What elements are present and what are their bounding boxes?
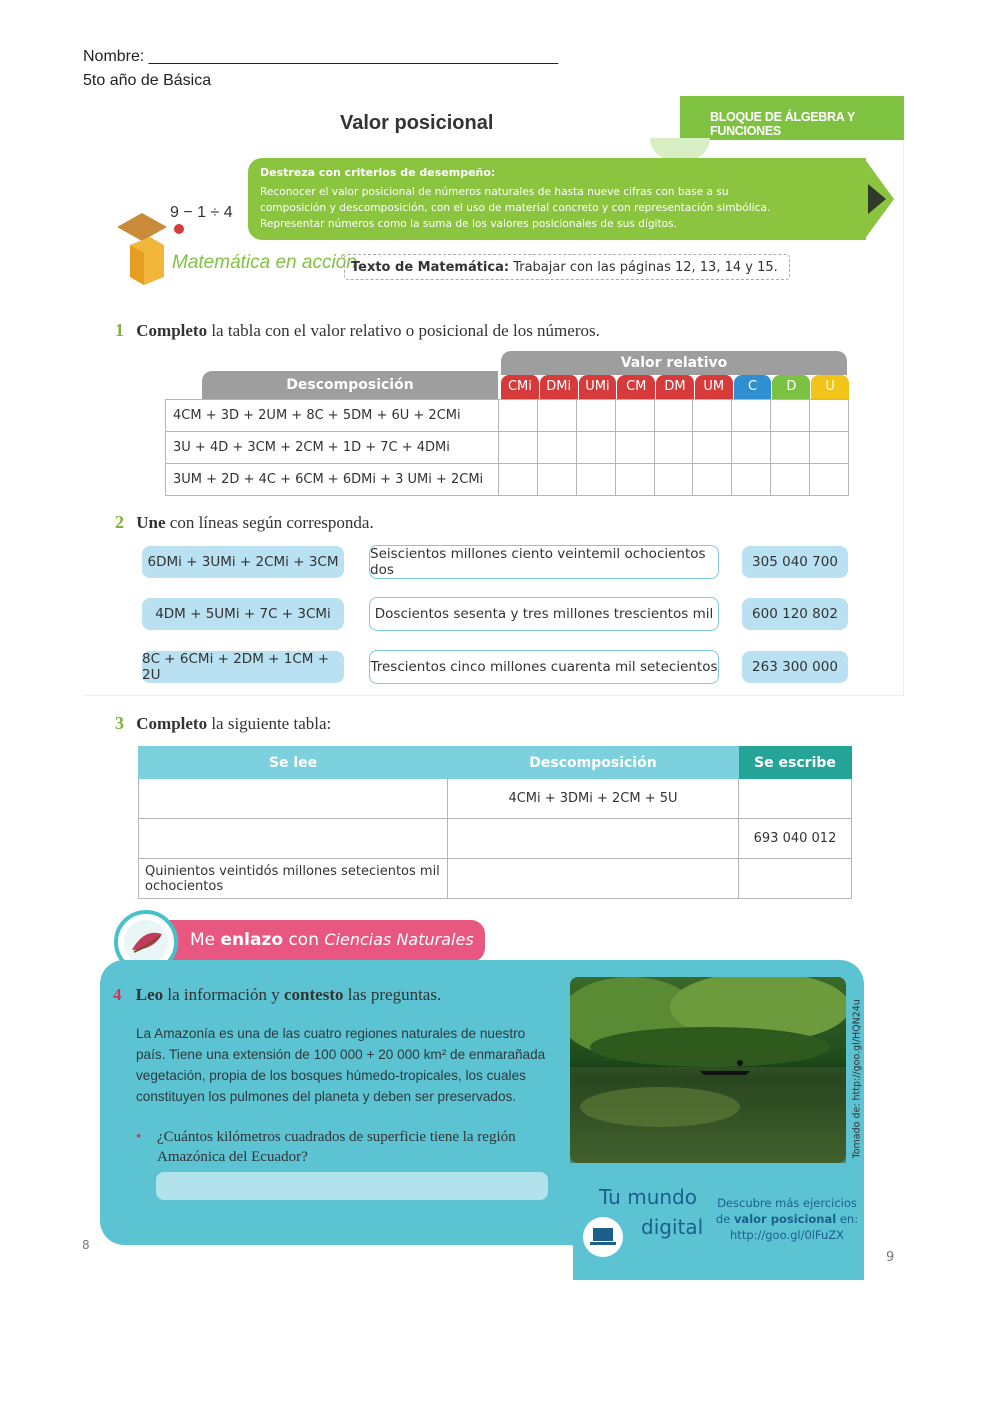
red-dot-icon bbox=[174, 224, 184, 234]
cell[interactable] bbox=[615, 464, 654, 496]
skill-box bbox=[248, 158, 866, 240]
banner-pre: Me bbox=[190, 930, 221, 950]
skill-line-2: composición y descomposición, con el uso de material concreto y con representación simbólica. bbox=[260, 202, 771, 214]
cell[interactable] bbox=[537, 432, 576, 464]
deco-digits: 9 − 1 ÷ 4 bbox=[170, 204, 233, 221]
ex3-cell[interactable] bbox=[739, 859, 852, 899]
cell[interactable] bbox=[615, 432, 654, 464]
ex2-right-2[interactable]: 600 120 802 bbox=[742, 598, 848, 630]
skill-arrow bbox=[864, 158, 894, 240]
col-um: UM bbox=[695, 375, 734, 399]
ex2-middle-3[interactable]: Trescientos cinco millones cuarenta mil setecientos bbox=[369, 650, 719, 684]
table-row bbox=[166, 464, 849, 496]
math-action-text: Trabajar con las páginas 12, 13, 14 y 15. bbox=[509, 259, 778, 275]
ex4-number: 4 bbox=[113, 985, 122, 1004]
col-cm: CM bbox=[617, 375, 656, 399]
ex3-header-escribe: Se escribe bbox=[739, 747, 852, 779]
cell[interactable] bbox=[771, 432, 810, 464]
banner-bold: enlazo bbox=[220, 930, 284, 950]
ex3-cell: 4CMi + 3DMi + 2CM + 5U bbox=[448, 779, 739, 819]
ex3-header-desc: Descomposición bbox=[448, 747, 739, 779]
cell[interactable] bbox=[810, 464, 849, 496]
ex4-mid: la información y bbox=[163, 985, 284, 1004]
ex4-bold2: contesto bbox=[284, 985, 344, 1004]
col-d: D bbox=[772, 375, 811, 399]
ex3-table bbox=[138, 746, 852, 899]
digital-text bbox=[713, 1195, 861, 1243]
cell[interactable] bbox=[732, 400, 771, 432]
ex1-row-2: 3U + 4D + 3CM + 2CM + 1D + 7C + 4DMi bbox=[166, 432, 499, 464]
skill-line-3: Representar números como la suma de los valores posicionales de sus dígitos. bbox=[260, 218, 678, 230]
page-title: Valor posicional bbox=[340, 112, 494, 134]
ex3-instruction bbox=[115, 713, 331, 734]
ex2-left-2[interactable]: 4DM + 5UMi + 7C + 3CMi bbox=[142, 598, 344, 630]
cell[interactable] bbox=[576, 464, 615, 496]
science-banner bbox=[140, 920, 485, 962]
col-dmi: DMi bbox=[540, 375, 579, 399]
photo-credit-text: Tomado de: http://goo.gl/HQN24u bbox=[851, 999, 863, 1159]
digital-url[interactable]: http://goo.gl/0lFuZX bbox=[730, 1228, 844, 1242]
ex2-number: 2 bbox=[115, 512, 124, 532]
digital-line-2-bold: valor posicional bbox=[733, 1212, 837, 1226]
cell[interactable] bbox=[732, 464, 771, 496]
ex2-instruction bbox=[115, 512, 374, 533]
ex2-middle-2[interactable]: Doscientos sesenta y tres millones trescientos mil bbox=[369, 597, 719, 631]
cell[interactable] bbox=[499, 464, 538, 496]
ex1-row-1: 4CM + 3D + 2UM + 8C + 5DM + 6U + 2CMi bbox=[166, 400, 499, 432]
ex3-header-lee: Se lee bbox=[139, 747, 448, 779]
cell[interactable] bbox=[537, 464, 576, 496]
ex1-col-headers bbox=[501, 375, 849, 399]
bullet-icon: • bbox=[136, 1129, 142, 1145]
question-text: ¿Cuántos kilómetros cuadrados de superficie tiene la región Amazónica del Ecuador? bbox=[157, 1129, 516, 1165]
photo-credit bbox=[848, 999, 863, 1160]
ex2-left-3[interactable]: 8C + 6CMi + 2DM + 1CM + 2U bbox=[142, 651, 344, 683]
ex3-cell: Quinientos veintidós millones setecientos mil ochocientos bbox=[139, 859, 448, 899]
math-action-bold: Texto de Matemática: bbox=[351, 259, 510, 275]
table-header bbox=[139, 747, 852, 779]
cube-icon bbox=[112, 205, 172, 285]
ex2-left-1[interactable]: 6DMi + 3UMi + 2CMi + 3CM bbox=[142, 546, 344, 578]
ex1-instruction bbox=[115, 320, 600, 341]
cell[interactable] bbox=[654, 464, 693, 496]
answer-field[interactable] bbox=[156, 1172, 548, 1200]
col-umi: UMi bbox=[579, 375, 618, 399]
cell[interactable] bbox=[771, 464, 810, 496]
digital-line-2-pre: de bbox=[715, 1212, 734, 1226]
cell[interactable] bbox=[499, 432, 538, 464]
cell[interactable] bbox=[654, 400, 693, 432]
ex3-cell[interactable] bbox=[739, 779, 852, 819]
ex3-cell[interactable] bbox=[139, 779, 448, 819]
col-cmi: CMi bbox=[501, 375, 540, 399]
ex1-table bbox=[165, 399, 849, 496]
table-row bbox=[166, 432, 849, 464]
digital-line-2 bbox=[713, 1211, 861, 1227]
banner-post: con bbox=[283, 930, 325, 950]
cell[interactable] bbox=[810, 400, 849, 432]
ex2-right-1[interactable]: 305 040 700 bbox=[742, 546, 848, 578]
block-tag bbox=[680, 96, 904, 140]
math-action-box bbox=[344, 254, 790, 280]
science-banner-text bbox=[190, 930, 474, 950]
skill-text bbox=[260, 184, 770, 232]
block-tag-text: BLOQUE DE ÁLGEBRA Y FUNCIONES bbox=[710, 110, 855, 138]
cell[interactable] bbox=[576, 432, 615, 464]
cell[interactable] bbox=[537, 400, 576, 432]
digital-box bbox=[573, 1175, 864, 1280]
cell[interactable] bbox=[576, 400, 615, 432]
ex4-bold1: Leo bbox=[135, 985, 164, 1004]
cell[interactable] bbox=[732, 432, 771, 464]
page-number-right: 9 bbox=[886, 1250, 895, 1265]
ex2-middle-1[interactable]: Seiscientos millones ciento veintemil ochocientos dos bbox=[369, 545, 719, 579]
ex3-cell[interactable] bbox=[448, 859, 739, 899]
skill-line-1: Reconocer el valor posicional de números naturales de hasta nueve cifras con base a su bbox=[260, 186, 729, 198]
ex3-cell[interactable] bbox=[139, 819, 448, 859]
laptop-icon bbox=[581, 1215, 625, 1259]
col-c: C bbox=[734, 375, 773, 399]
cell[interactable] bbox=[693, 432, 732, 464]
table-row bbox=[166, 400, 849, 432]
ex4-instruction bbox=[113, 985, 441, 1005]
table-row bbox=[139, 859, 852, 899]
table-row bbox=[139, 819, 852, 859]
cell[interactable] bbox=[771, 400, 810, 432]
cell[interactable] bbox=[615, 400, 654, 432]
cell[interactable] bbox=[810, 432, 849, 464]
ex2-bold: Une bbox=[136, 513, 166, 532]
grade-label: 5to año de Básica bbox=[83, 72, 212, 89]
ex2-right-3[interactable]: 263 300 000 bbox=[742, 651, 848, 683]
ex1-header-left: Descomposición bbox=[202, 371, 498, 399]
ex1-row-3: 3UM + 2D + 4C + 6CM + 6DMi + 3 UMi + 2CMi bbox=[166, 464, 499, 496]
ex3-cell[interactable] bbox=[448, 819, 739, 859]
ex1-bold: Completo bbox=[136, 321, 208, 340]
page-number-left: 8 bbox=[82, 1238, 90, 1252]
amazon-photo bbox=[570, 977, 846, 1163]
name-line: Nombre: ______________________________________________ bbox=[83, 48, 559, 65]
digital-title-2: digital bbox=[641, 1215, 704, 1239]
ex3-bold: Completo bbox=[136, 714, 208, 733]
banner-script: Ciencias Naturales bbox=[324, 930, 474, 949]
ex3-text: la siguiente tabla: bbox=[207, 714, 332, 733]
digital-title-1: Tu mundo bbox=[599, 1185, 697, 1209]
ex3-number: 3 bbox=[115, 713, 124, 733]
table-row bbox=[139, 779, 852, 819]
science-question bbox=[136, 1127, 554, 1167]
digital-line-2-post: en: bbox=[836, 1212, 859, 1226]
skill-title: Destreza con criterios de desempeño: bbox=[260, 166, 496, 179]
col-u: U bbox=[811, 375, 849, 399]
cell[interactable] bbox=[693, 464, 732, 496]
ex1-text: la tabla con el valor relativo o posicional de los números. bbox=[207, 321, 600, 340]
ex1-header-right: Valor relativo bbox=[501, 351, 847, 375]
cell[interactable] bbox=[499, 400, 538, 432]
math-action-label: Matemática en acción bbox=[172, 252, 357, 273]
digital-line-1: Descubre más ejercicios bbox=[717, 1196, 857, 1210]
ex3-cell: 693 040 012 bbox=[739, 819, 852, 859]
col-dm: DM bbox=[656, 375, 695, 399]
cell[interactable] bbox=[654, 432, 693, 464]
science-paragraph: La Amazonía es una de las cuatro regiones naturales de nuestro país. Tiene una extensión de 100 000 + 20 000 km² de enmarañada vegetación, propia de los bosques húmedo-tropicales, los cuales constituyen los pulmones del planeta y deben ser preservados. bbox=[136, 1026, 546, 1104]
ex4-end: las preguntas. bbox=[343, 985, 442, 1004]
cell[interactable] bbox=[693, 400, 732, 432]
ex1-number: 1 bbox=[115, 320, 124, 340]
ex2-text: con líneas según corresponda. bbox=[165, 513, 374, 532]
